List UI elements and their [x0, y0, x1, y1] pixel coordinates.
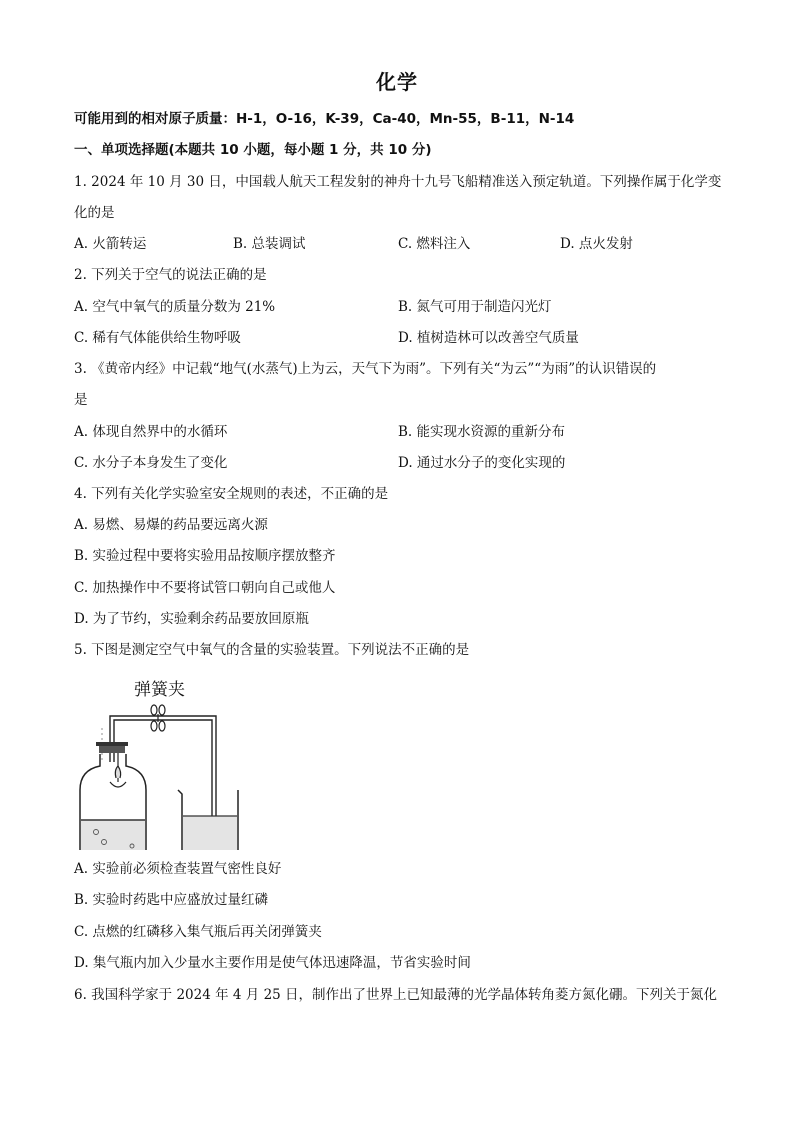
question-5-option-c: C. 点燃的红磷移入集气瓶后再关闭弹簧夹 [74, 924, 322, 940]
question-4-option-b: B. 实验过程中要将实验用品按顺序摆放整齐 [74, 548, 336, 564]
spring-clamp-label: 弹簧夹 [134, 680, 185, 700]
atomic-masses: 可能用到的相对原子质量：H-1，O-16，K-39，Ca-40，Mn-55，B-11，N-14 [74, 111, 575, 127]
question-2-stem: 2. 下列关于空气的说法正确的是 [74, 267, 267, 283]
question-5-stem: 5. 下图是测定空气中氧气的含量的实验装置。下列说法不正确的是 [74, 642, 470, 658]
question-3-stem-cont: 是 [74, 392, 88, 408]
question-3-option-a: A. 体现自然界中的水循环 [74, 424, 228, 440]
combustion-spoon [110, 753, 126, 787]
question-2-option-c: C. 稀有气体能供给生物呼吸 [74, 330, 241, 346]
question-3-stem: 3. 《黄帝内经》中记载“地气(水蒸气)上为云，天气下为雨”。下列有关“为云”“为雨”的认识错误的 [74, 361, 657, 377]
bottle-water [81, 820, 145, 850]
question-3-option-b: B. 能实现水资源的重新分布 [398, 424, 566, 440]
question-5-option-d: D. 集气瓶内加入少量水主要作用是使气体迅速降温，节省实验时间 [74, 955, 471, 971]
oxygen-experiment-apparatus [74, 670, 244, 850]
beaker-water [183, 816, 237, 850]
question-1-option-d: D. 点火发射 [560, 236, 633, 252]
question-1-option-a: A. 火箭转运 [74, 236, 147, 252]
question-5-option-b: B. 实验时药匙中应盛放过量红磷 [74, 892, 269, 908]
question-1-option-b: B. 总装调试 [233, 236, 306, 252]
question-1-stem: 1. 2024 年 10 月 30 日，中国载人航天工程发射的神舟十九号飞船精准送入预定轨道。下列操作属于化学变 [74, 174, 722, 190]
question-6-stem: 6. 我国科学家于 2024 年 4 月 25 日，制作出了世界上已知最薄的光学晶体转角菱方氮化硼。下列关于氮化 [74, 987, 718, 1003]
question-4-option-a: A. 易燃、易爆的药品要远离火源 [74, 517, 268, 533]
spring-clamp-icon [151, 705, 165, 731]
page-title: 化学 [376, 70, 418, 94]
question-2-option-b: B. 氮气可用于制造闪光灯 [398, 299, 552, 315]
question-3-option-c: C. 水分子本身发生了变化 [74, 455, 228, 471]
question-1-option-c: C. 燃料注入 [398, 236, 471, 252]
question-2-option-d: D. 植树造林可以改善空气质量 [398, 330, 579, 346]
question-1-stem-cont: 化的是 [74, 205, 115, 221]
question-4-stem: 4. 下列有关化学实验室安全规则的表述，不正确的是 [74, 486, 389, 502]
question-2-option-a: A. 空气中氧气的质量分数为 21% [74, 299, 276, 315]
question-4-option-d: D. 为了节约，实验剩余药品要放回原瓶 [74, 611, 309, 627]
section-heading: 一、单项选择题(本题共 10 小题，每小题 1 分，共 10 分) [74, 142, 432, 158]
question-3-option-d: D. 通过水分子的变化实现的 [398, 455, 566, 471]
question-4-option-c: C. 加热操作中不要将试管口朝向自己或他人 [74, 580, 336, 596]
question-5-option-a: A. 实验前必须检查装置气密性良好 [74, 861, 282, 877]
bottle-stopper [96, 742, 128, 753]
